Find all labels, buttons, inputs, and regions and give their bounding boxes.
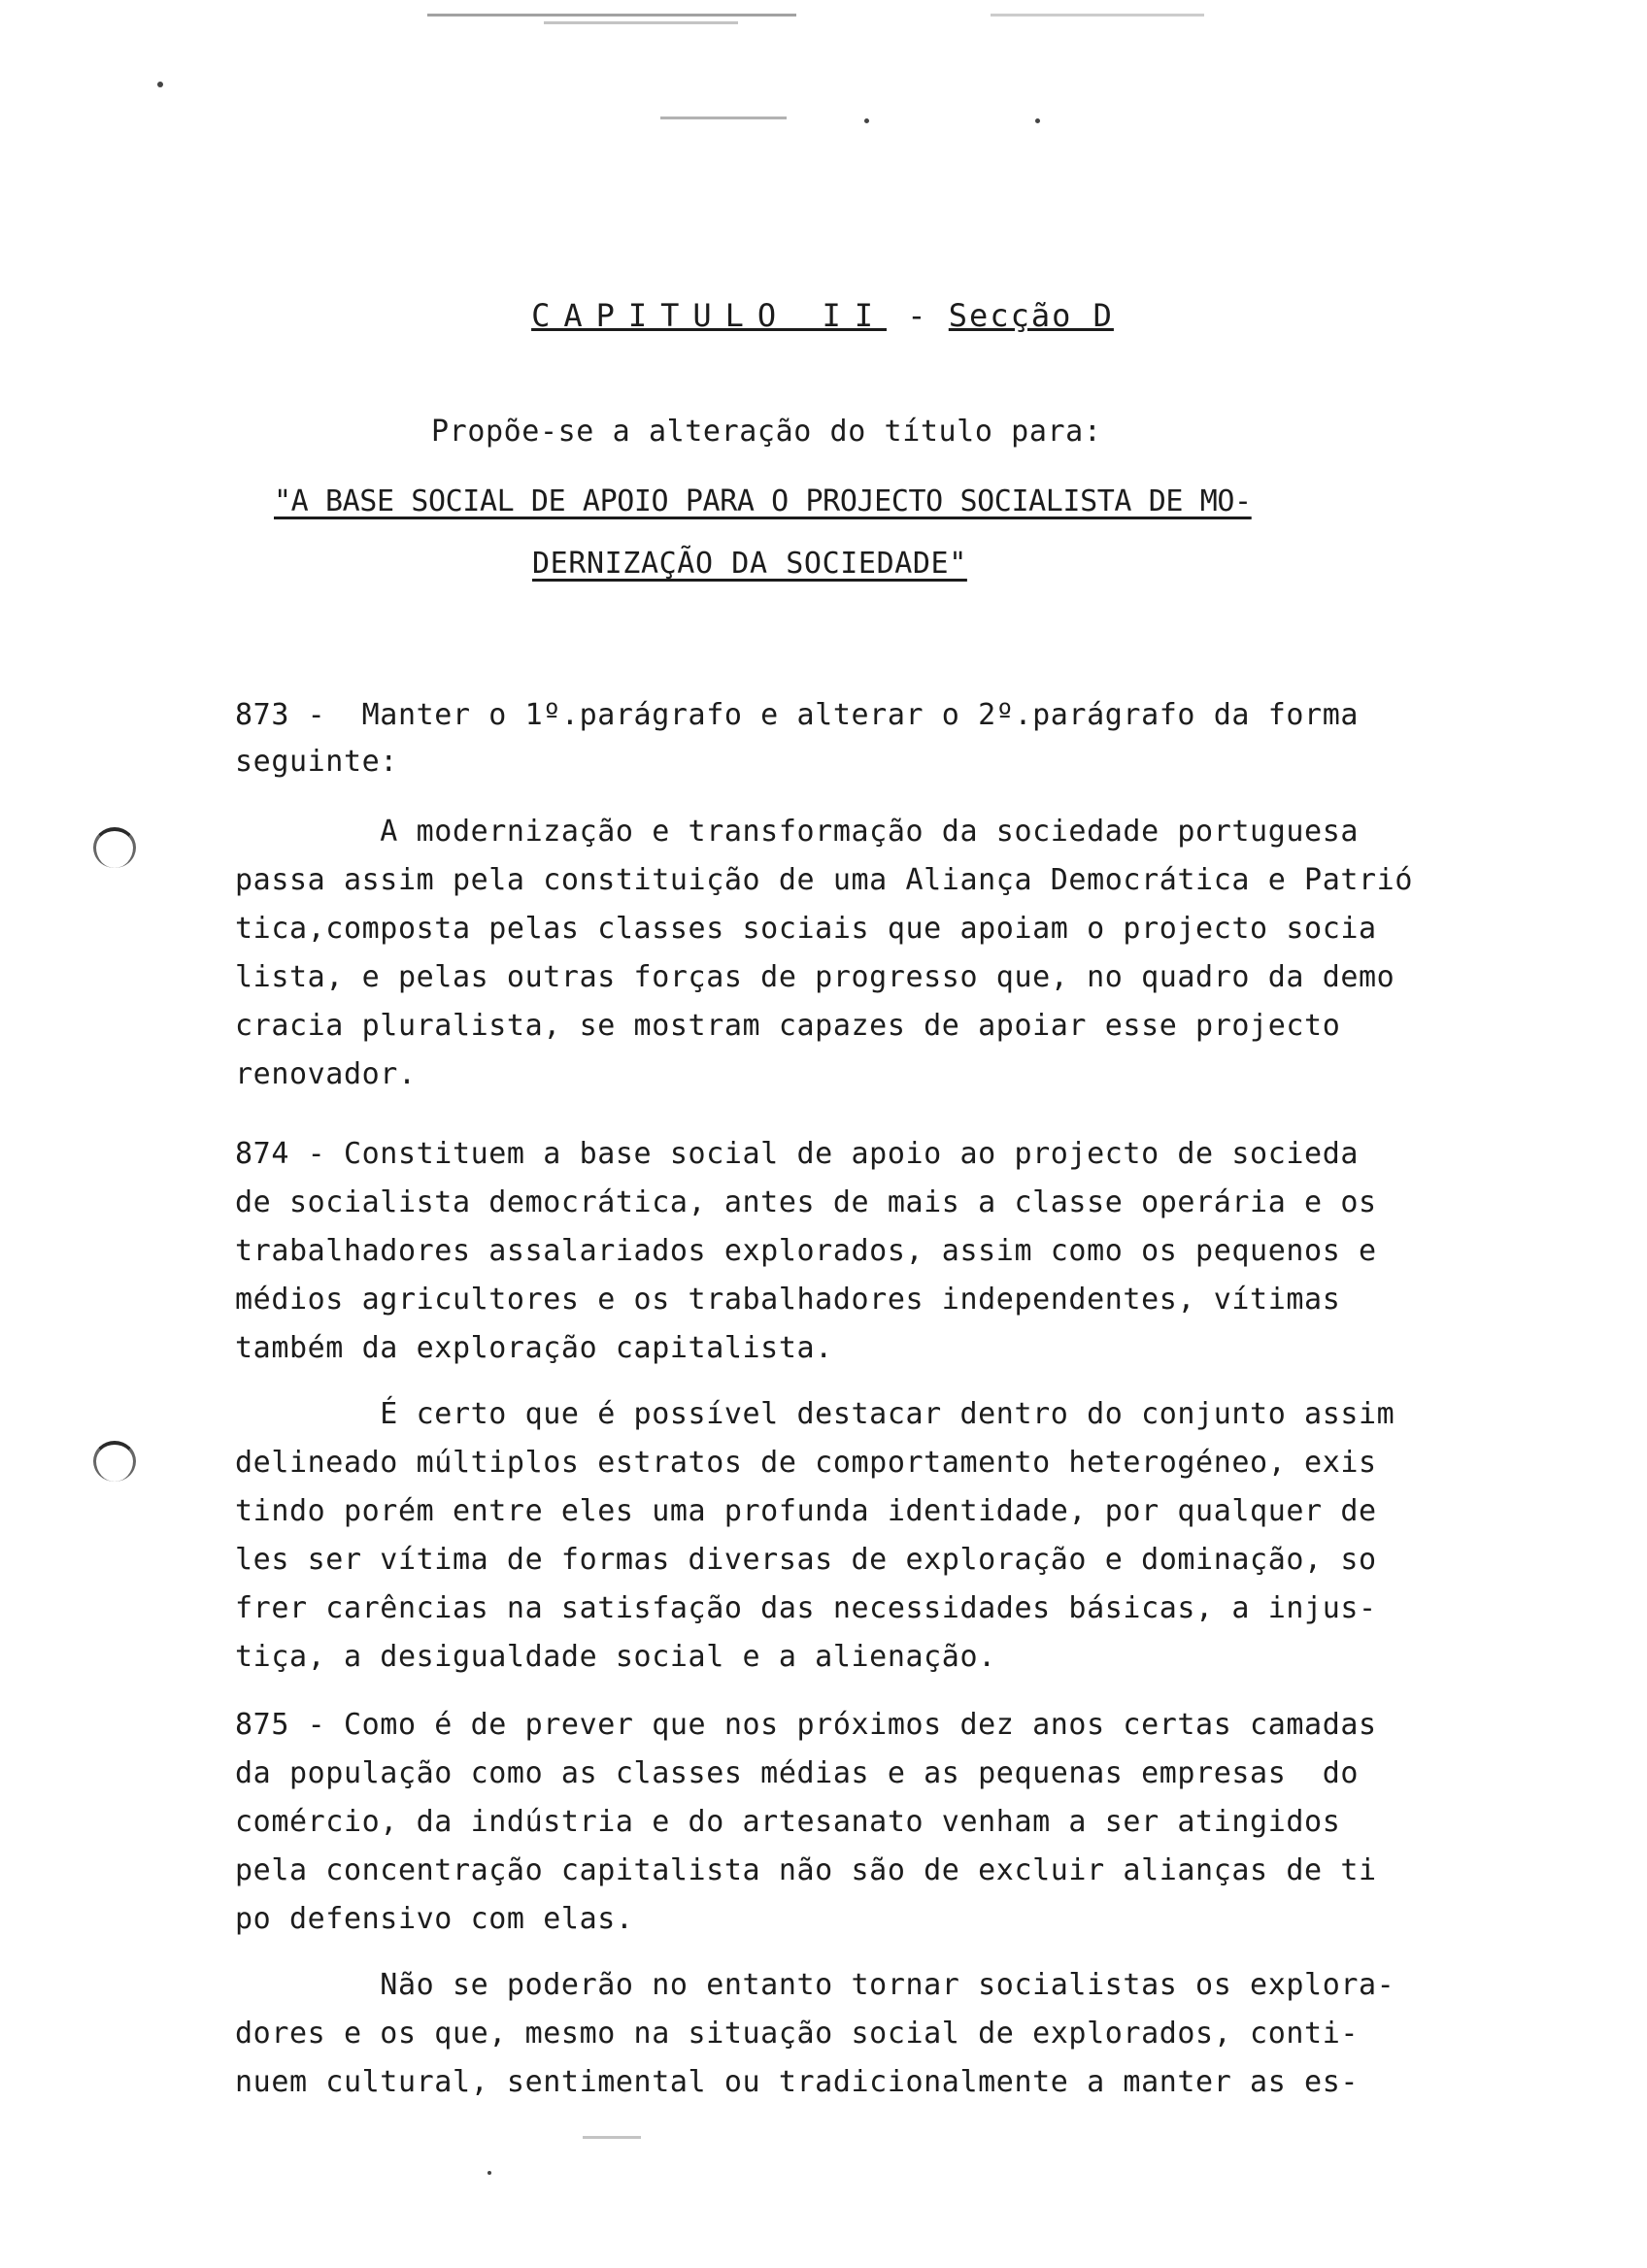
body-line: também da exploração capitalista.	[235, 1331, 833, 1365]
body-line: renovador.	[235, 1057, 417, 1091]
body-line: de socialista democrática, antes de mais a classe operária e os	[235, 1185, 1377, 1219]
body-line: trabalhadores assalariados explorados, assim como os pequenos e	[235, 1234, 1377, 1268]
body-line: É certo que é possível destacar dentro do conjunto assim	[235, 1397, 1395, 1431]
body-line: 873 - Manter o 1º.parágrafo e alterar o 2º.parágrafo da forma	[235, 698, 1360, 732]
scan-speck	[157, 82, 163, 87]
proposal-intro: Propõe-se a alteração do título para:	[431, 415, 1102, 449]
body-line: Não se poderão no entanto tornar socialistas os explora-	[235, 1968, 1395, 2002]
body-line: comércio, da indústria e do artesanato venham a ser atingidos	[235, 1805, 1341, 1839]
chapter-heading	[449, 260, 1114, 371]
scan-speck	[1035, 118, 1040, 123]
body-line: nuem cultural, sentimental ou tradicionalmente a manter as es-	[235, 2065, 1360, 2099]
body-line: passa assim pela constituição de uma Aliança Democrática e Patrió	[235, 863, 1413, 897]
scan-smear-top-2	[544, 21, 738, 24]
body-line: lista, e pelas outras forças de progresso que, no quadro da demo	[235, 960, 1395, 994]
scan-speck	[487, 2171, 491, 2175]
scan-smear-top	[427, 14, 796, 17]
proposal-title-line-2: DERNIZAÇÃO DA SOCIEDADE"	[532, 547, 967, 581]
body-line: seguinte:	[235, 745, 398, 779]
scan-smear-top-3	[991, 14, 1204, 17]
scan-smear-bottom	[583, 2136, 641, 2139]
body-line: tindo porém entre eles uma profunda identidade, por qualquer de	[235, 1494, 1377, 1528]
body-line: frer carências na satisfação das necessidades básicas, a injus-	[235, 1591, 1377, 1625]
punch-hole-mark	[93, 1441, 136, 1482]
proposal-title-line-1: "A BASE SOCIAL DE APOIO PARA O PROJECTO SOCIALISTA DE MO-	[274, 484, 1252, 518]
body-line: les ser vítima de formas diversas de exploração e dominação, so	[235, 1543, 1377, 1577]
body-line: da população como as classes médias e as pequenas empresas do	[235, 1756, 1360, 1790]
body-line: delineado múltiplos estratos de comportamento heterogéneo, exis	[235, 1446, 1377, 1480]
section-title: Secção D	[948, 297, 1114, 334]
body-line: tica,composta pelas classes sociais que apoiam o projecto socia	[235, 912, 1377, 946]
body-line: po defensivo com elas.	[235, 1902, 634, 1936]
chapter-title: CAPITULO II	[531, 297, 887, 334]
scan-smear-upper	[660, 117, 787, 119]
body-line: médios agricultores e os trabalhadores independentes, vítimas	[235, 1283, 1341, 1317]
scan-speck	[864, 118, 869, 123]
body-line: 875 - Como é de prever que nos próximos dez anos certas camadas	[235, 1708, 1377, 1742]
body-line: cracia pluralista, se mostram capazes de apoiar esse projecto	[235, 1009, 1341, 1043]
punch-hole-mark	[93, 827, 136, 868]
body-line: dores e os que, mesmo na situação social de explorados, conti-	[235, 2017, 1360, 2051]
body-line: pela concentração capitalista não são de excluir alianças de ti	[235, 1853, 1377, 1887]
body-line: 874 - Constituem a base social de apoio ao projecto de socieda	[235, 1137, 1360, 1171]
body-line: tiça, a desigualdade social e a alienação.	[235, 1640, 996, 1674]
heading-dash: -	[886, 297, 949, 334]
body-line: A modernização e transformação da sociedade portuguesa	[235, 815, 1360, 849]
